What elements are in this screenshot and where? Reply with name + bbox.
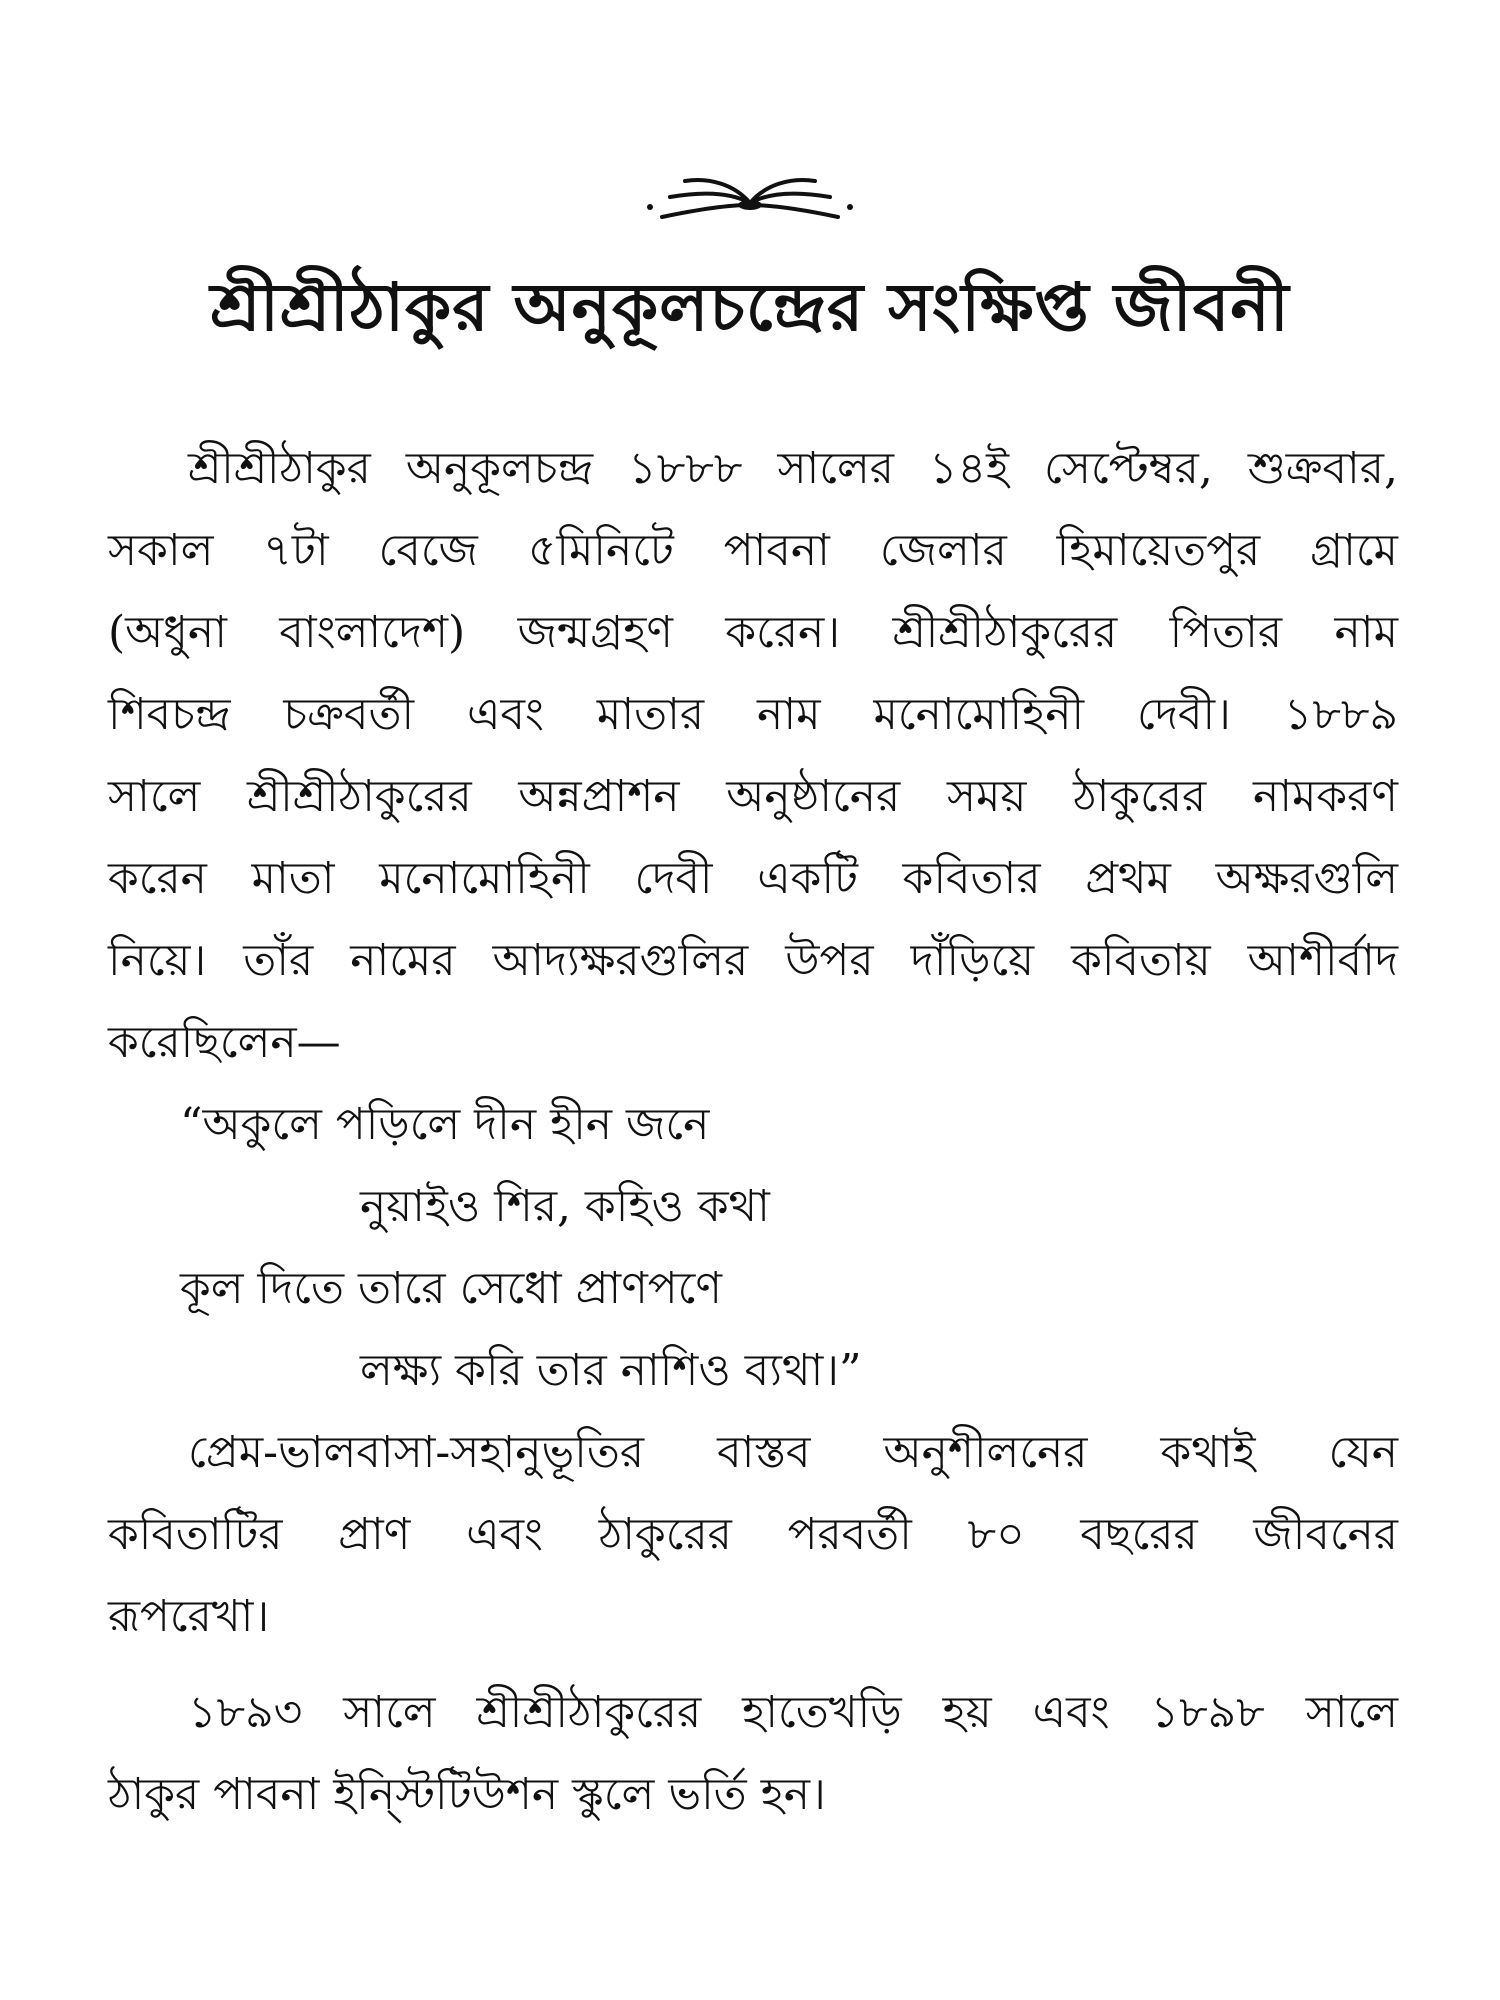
text-line: রূপরেখা।: [108, 1591, 270, 1642]
page-title: শ্রীশ্রীঠাকুর অনুকূলচন্দ্রের সংক্ষিপ্ত জীবনী: [210, 268, 1290, 346]
text-line: কবিতাটির প্রাণ এবং ঠাকুরের পরবর্তী ৮০ বছরের জীবনের: [108, 1509, 1398, 1560]
floral-divider-icon: [640, 155, 860, 235]
text-line: ১৮৯৩ সালে শ্রীশ্রীঠাকুরের হাতেখড়ি হয় এবং ১৮৯৮ সালে: [188, 1687, 1398, 1738]
text-line: নিয়ে। তাঁর নামের আদ্যক্ষরগুলির উপর দাঁড়িয়ে কবিতায় আশীর্বাদ: [108, 935, 1398, 986]
text-line: করেন মাতা মনোমোহিনী দেবী একটি কবিতার প্রথম অক্ষরগুলি: [108, 853, 1398, 904]
text-line: ঠাকুর পাবনা ইন্স্টিটিউশন স্কুলে ভর্তি হন।: [108, 1769, 826, 1820]
text-line: সকাল ৭টা বেজে ৫মিনিটে পাবনা জেলার হিমায়েতপুর গ্রামে: [108, 525, 1398, 576]
text-line: সালে শ্রীশ্রীঠাকুরের অন্নপ্রাশন অনুষ্ঠানের সময় ঠাকুরের নামকরণ: [108, 771, 1398, 822]
poem-line: নুয়াইও শির, কহিও কথা: [360, 1181, 770, 1232]
poem-line: লক্ষ্য করি তার নাশিও ব্যথা।”: [360, 1345, 862, 1396]
poem-line: কূল দিতে তারে সেধো প্রাণপণে: [180, 1263, 722, 1314]
text-line: শিবচন্দ্র চক্রবর্তী এবং মাতার নাম মনোমোহিনী দেবী। ১৮৮৯: [108, 689, 1398, 740]
text-line: শ্রীশ্রীঠাকুর অনুকূলচন্দ্র ১৮৮৮ সালের ১৪ই সেপ্টেম্বর, শুক্রবার,: [188, 443, 1398, 494]
text-line: প্রেম-ভালবাসা-সহানুভূতির বাস্তব অনুশীলনের কথাই যেন: [188, 1427, 1398, 1478]
text-line: করেছিলেন—: [108, 1017, 341, 1068]
poem-line: “অকুলে পড়িলে দীন হীন জনে: [180, 1099, 710, 1150]
text-line: (অধুনা বাংলাদেশ) জন্মগ্রহণ করেন। শ্রীশ্রীঠাকুরের পিতার নাম: [108, 607, 1398, 658]
